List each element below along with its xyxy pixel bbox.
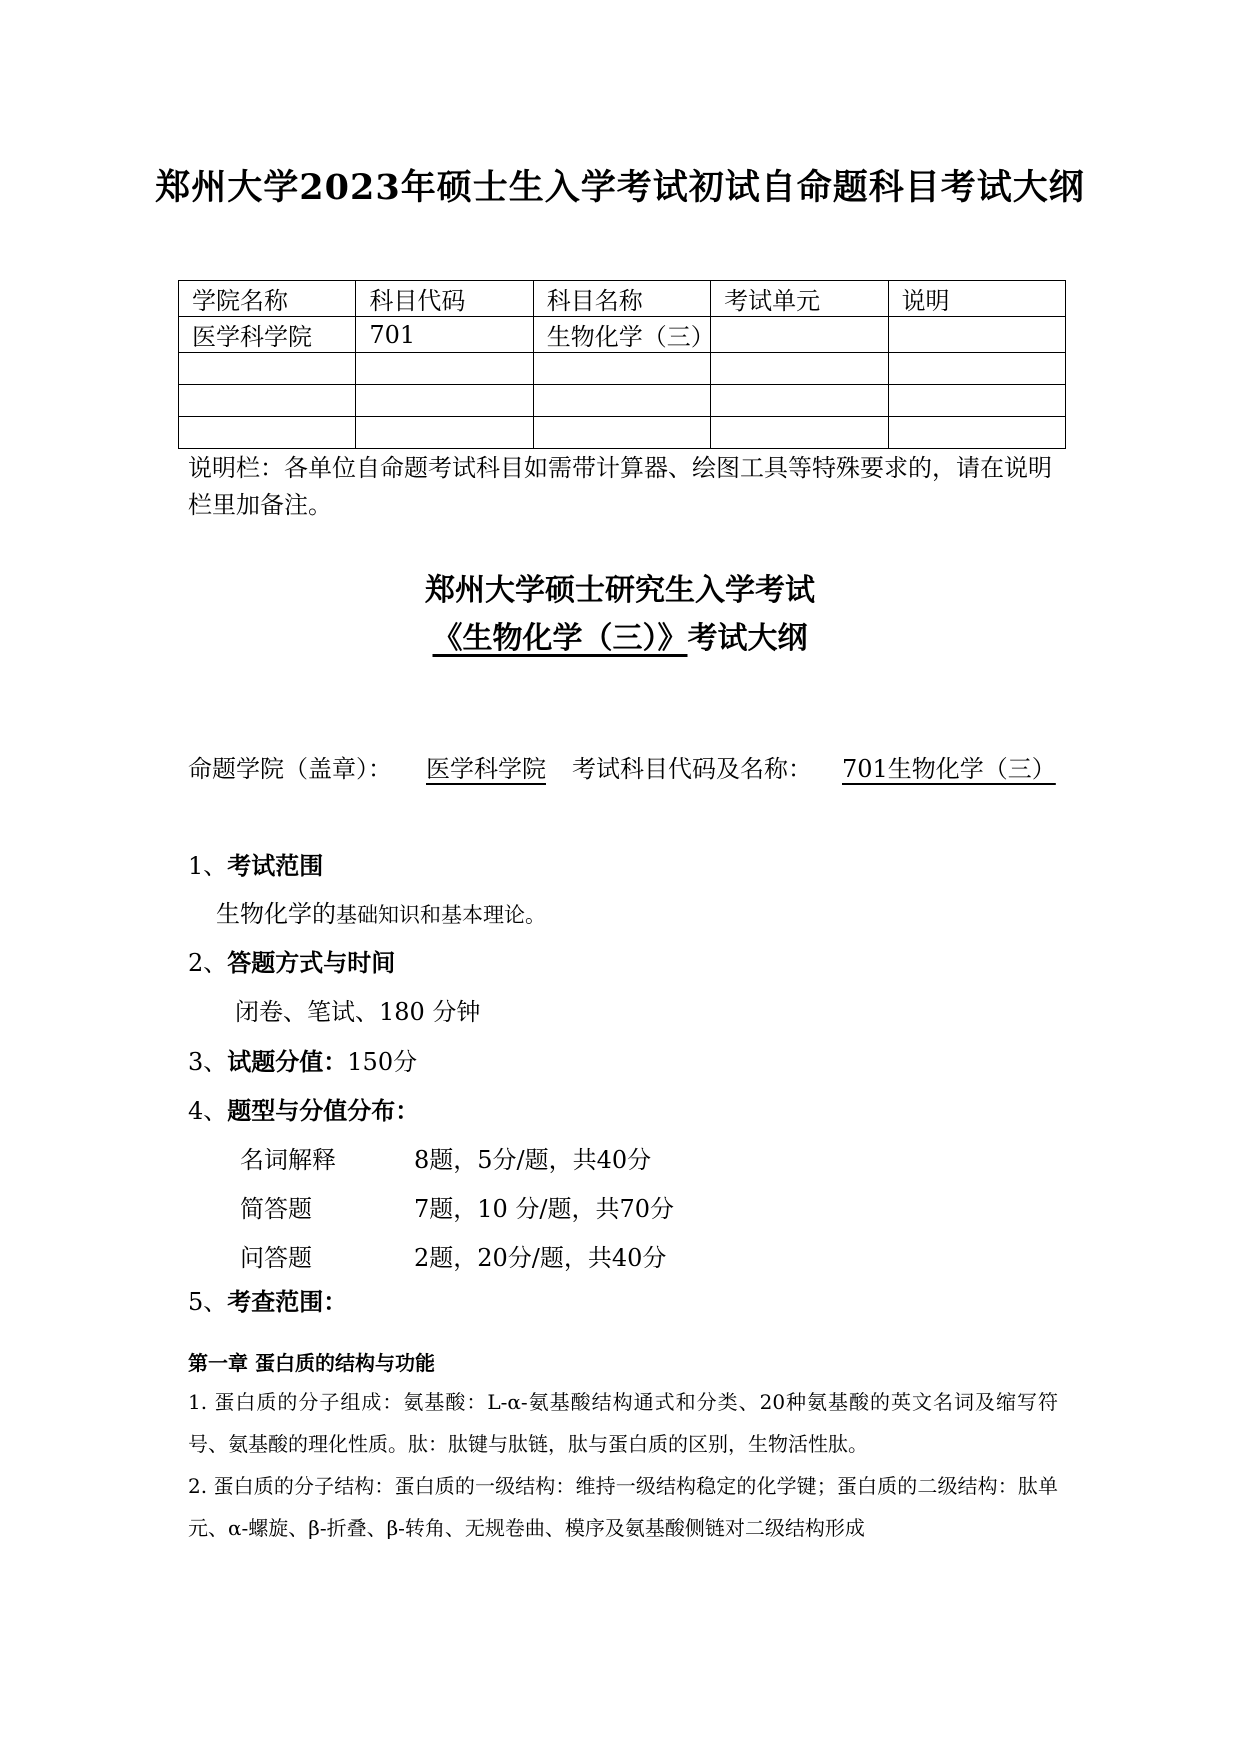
- table-cell: [356, 417, 533, 449]
- section-title: 答题方式与时间: [227, 948, 396, 977]
- body-text: 基础知识和基本理论。: [336, 903, 546, 927]
- table-cell: [179, 385, 356, 417]
- table-cell: [179, 417, 356, 449]
- school-label: 命题学院（盖章）：: [188, 755, 392, 783]
- question-type-name: 名词解释: [240, 1146, 336, 1174]
- table-row: [179, 417, 1066, 449]
- question-type-name: 问答题: [240, 1244, 312, 1272]
- chapter-paragraph: 1. 蛋白质的分子组成：氨基酸：L-α-氨基酸结构通式和分类、20种氨基酸的英文名词及缩写符号、氨基酸的理化性质。肽：肽键与肽链，肽与蛋白质的区别，生物活性肽。: [188, 1390, 1058, 1456]
- subject-label: 考试科目代码及名称：: [572, 755, 812, 783]
- outline-subtitle: [0, 613, 1240, 657]
- table-cell: [888, 417, 1065, 449]
- table-header-cell: 考试单元: [711, 281, 888, 317]
- score-value: 150分: [347, 1048, 418, 1076]
- section-3-heading: [188, 1042, 417, 1077]
- section-title: 考试范围: [227, 851, 324, 880]
- table-cell: [888, 385, 1065, 417]
- table-cell: [711, 417, 888, 449]
- section-number: 4、: [188, 1097, 228, 1125]
- field-line: [188, 749, 1056, 784]
- question-type-detail: 7题，10 分/题，共70分: [414, 1195, 675, 1223]
- table-cell: [711, 353, 888, 385]
- question-type-name: 简答题: [240, 1195, 312, 1223]
- section-title: 题型与分值分布：: [227, 1096, 420, 1125]
- section-2-body: 闭卷、笔试、180 分钟: [235, 998, 481, 1026]
- question-type-detail: 2题，20分/题，共40分: [414, 1244, 667, 1272]
- section-1-body: [216, 894, 546, 929]
- table-cell: [888, 317, 1065, 353]
- section-4-heading: [188, 1091, 419, 1126]
- table-row: [179, 317, 1066, 353]
- document-title: 郑州大学2023年硕士生入学考试初试自命题科目考试大纲: [155, 167, 1085, 208]
- table-cell: [356, 385, 533, 417]
- chapter-paragraph: 2. 蛋白质的分子结构：蛋白质的一级结构：维持一级结构稳定的化学键；蛋白质的二级结构：肽单元、α-螺旋、β-折叠、β-转角、无规卷曲、模序及氨基酸侧链对二级结构形成: [188, 1474, 1058, 1540]
- table-cell: [888, 353, 1065, 385]
- table-cell: [356, 353, 533, 385]
- table-cell: [533, 417, 710, 449]
- subject-value: 701生物化学（三）: [842, 755, 1056, 783]
- outline-title: 郑州大学硕士研究生入学考试: [425, 573, 815, 608]
- question-type-detail: 8题，5分/题，共40分: [414, 1146, 652, 1174]
- table-row: [179, 353, 1066, 385]
- table-header-cell: 科目名称: [533, 281, 710, 317]
- body-text: 生物化学的: [216, 900, 336, 928]
- note-text: 说明栏：各单位自命题考试科目如需带计算器、绘图工具等特殊要求的，请在说明栏里加备注。: [188, 454, 1052, 519]
- outline-subtitle-suffix: 考试大纲: [687, 621, 808, 656]
- table-cell: 医学科学院: [179, 317, 356, 353]
- table-cell: 生物化学（三）: [533, 317, 710, 353]
- section-1-heading: [188, 846, 323, 881]
- table-cell: [711, 317, 888, 353]
- table-header-row: [179, 281, 1066, 317]
- section-2-heading: [188, 943, 395, 978]
- table-cell: 701: [356, 317, 533, 353]
- table-cell: [711, 385, 888, 417]
- table-cell: [533, 385, 710, 417]
- section-number: 5、: [188, 1288, 228, 1316]
- section-number: 2、: [188, 949, 228, 977]
- table-header-cell: 学院名称: [179, 281, 356, 317]
- section-number: 3、: [188, 1048, 228, 1076]
- section-number: 1、: [188, 852, 228, 880]
- section-5-heading: [188, 1282, 347, 1317]
- table-cell: [179, 353, 356, 385]
- section-title: 试题分值：: [227, 1047, 348, 1076]
- subject-name-underlined: 《生物化学（三）》: [432, 621, 688, 656]
- info-table: [178, 280, 1066, 449]
- table-row: [179, 385, 1066, 417]
- table-cell: [533, 353, 710, 385]
- table-header-cell: 说明: [888, 281, 1065, 317]
- school-value: 医学科学院: [426, 755, 546, 783]
- section-title: 考查范围：: [227, 1287, 348, 1316]
- chapter-title: 第一章 蛋白质的结构与功能: [188, 1351, 435, 1375]
- table-header-cell: 科目代码: [356, 281, 533, 317]
